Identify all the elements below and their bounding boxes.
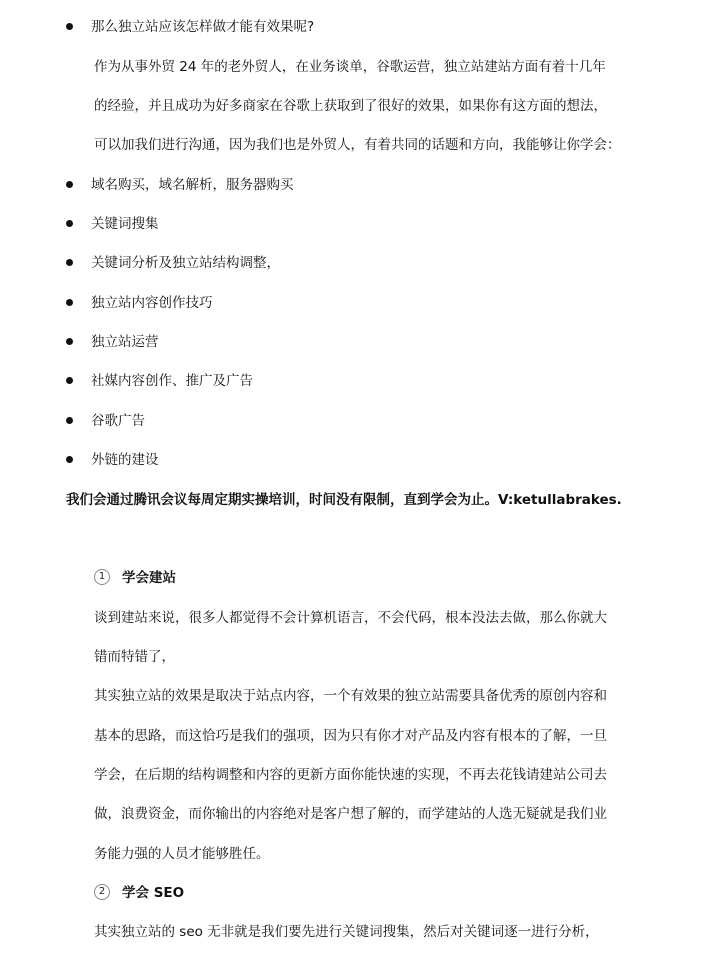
bullet-icon <box>66 259 73 266</box>
section-line: 其实独立站的效果是取决于站点内容，一个有效果的独立站需要具备优秀的原创内容和 <box>94 688 607 704</box>
list-item <box>66 293 213 313</box>
bullet-icon <box>66 377 73 384</box>
section-line: 基本的思路，而这恰巧是我们的强项，因为只有你才对产品及内容有根本的了解，一旦 <box>94 728 607 744</box>
list-item-text: 关键词搜集 <box>91 216 159 232</box>
bullet-icon <box>66 181 73 188</box>
intro-para-line: 作为从事外贸 24 年的老外贸人，在业务谈单，谷歌运营，独立站建站方面有着十几年 <box>94 59 606 75</box>
list-item <box>66 371 253 391</box>
list-item <box>66 175 294 195</box>
section-line: 务能力强的人员才能够胜任。 <box>94 846 270 862</box>
section-line: 学会，在后期的结构调整和内容的更新方面你能快速的实现，不再去花钱请建站公司去 <box>94 767 607 783</box>
bullet-icon <box>66 23 73 30</box>
bullet-icon <box>66 456 73 463</box>
section-number: 1 <box>94 569 110 585</box>
list-item-text: 关键词分析及独立站结构调整， <box>91 255 280 271</box>
list-item-text: 社媒内容创作、推广及广告 <box>91 373 253 389</box>
section-heading <box>94 883 184 903</box>
list-item <box>66 253 280 273</box>
list-item <box>66 411 145 431</box>
intro-question-item <box>66 17 314 37</box>
intro-para-line: 可以加我们进行沟通，因为我们也是外贸人，有着共同的话题和方向，我能够让你学会： <box>94 137 621 153</box>
section-line: 错而特错了， <box>94 649 175 665</box>
intro-question: 那么独立站应该怎样做才能有效果呢? <box>91 19 315 35</box>
section-line: 其实独立站的 seo 无非就是我们要先进行关键词搜集，然后对关键词逐一进行分析， <box>94 924 599 940</box>
bullet-icon <box>66 338 73 345</box>
list-item-text: 外链的建设 <box>91 452 159 468</box>
intro-para-line: 的经验，并且成功为好多商家在谷歌上获取到了很好的效果，如果你有这方面的想法， <box>94 98 607 114</box>
list-item <box>66 450 159 470</box>
section-number: 2 <box>94 884 110 900</box>
section-line: 做，浪费资金，而你输出的内容绝对是客户想了解的，而学建站的人选无疑就是我们业 <box>94 806 607 822</box>
list-item-text: 谷歌广告 <box>91 413 145 429</box>
section-title: 学会 SEO <box>122 885 185 901</box>
bullet-icon <box>66 220 73 227</box>
list-item-text: 域名购买，域名解析，服务器购买 <box>91 177 294 193</box>
section-title: 学会建站 <box>122 570 176 586</box>
training-note: 我们会通过腾讯会议每周定期实操培训，时间没有限制，直到学会为止。V:ketullabrakes. <box>66 492 622 508</box>
bullet-icon <box>66 417 73 424</box>
list-item-text: 独立站内容创作技巧 <box>91 295 213 311</box>
bullet-icon <box>66 299 73 306</box>
section-line: 谈到建站来说，很多人都觉得不会计算机语言，不会代码，根本没法去做，那么你就大 <box>94 610 607 626</box>
list-item-text: 独立站运营 <box>91 334 159 350</box>
list-item <box>66 214 159 234</box>
section-heading <box>94 568 176 588</box>
list-item <box>66 332 159 352</box>
